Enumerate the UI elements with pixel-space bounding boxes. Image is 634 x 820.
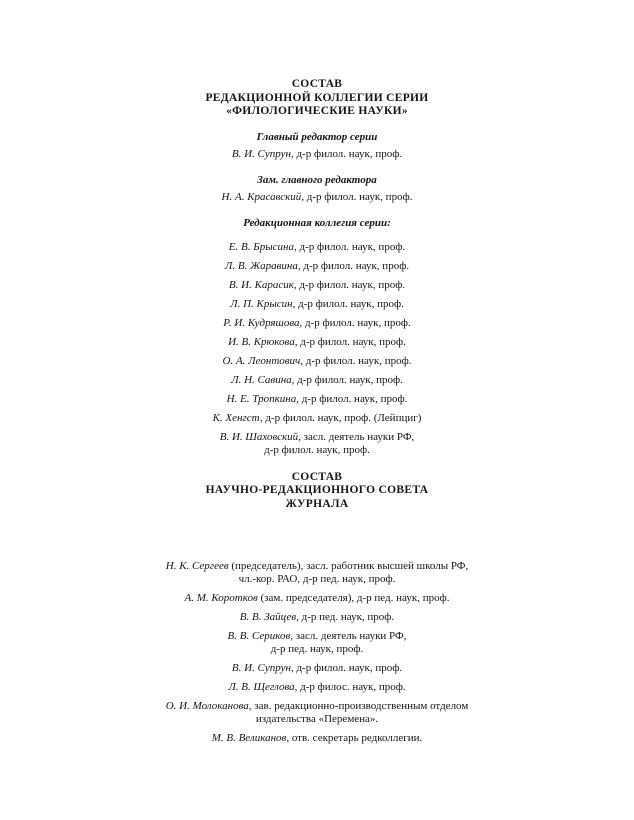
member-name: И. В. Крюкова, bbox=[228, 335, 298, 348]
board-member-row bbox=[0, 393, 634, 406]
member-desc: д-р филол. наук, проф. bbox=[306, 190, 413, 203]
member-desc: (зам. председателя), д-р пед. наук, проф. bbox=[260, 592, 450, 604]
council-member-row bbox=[0, 611, 634, 624]
member-desc: засл. деятель науки РФ, bbox=[303, 430, 415, 443]
member-desc-line2: издательства «Перемена». bbox=[255, 713, 379, 725]
member-desc: д-р филол. наук, проф. bbox=[303, 259, 410, 272]
member-name: В. И. Карасик, bbox=[228, 278, 297, 291]
title-line: СОСТАВ bbox=[291, 470, 343, 483]
board-member-row bbox=[0, 317, 634, 330]
member-name: Л. В. Жаравина, bbox=[224, 259, 301, 272]
member-name: О. А. Леонтович, bbox=[222, 354, 304, 367]
member-name: В. В. Зайцев, bbox=[239, 611, 299, 623]
member-desc: зав. редакционно-производственным отделом bbox=[254, 700, 469, 712]
member-name: О. И. Молоканова, bbox=[165, 700, 252, 712]
member-name: Л. П. Крысин, bbox=[230, 297, 296, 310]
member-desc: д-р филол. наук, проф. bbox=[301, 392, 408, 405]
board-member-row bbox=[0, 355, 634, 368]
chief-editor-heading: Главный редактор серии bbox=[256, 130, 378, 143]
deputy-editor-entry bbox=[0, 191, 634, 204]
editorial-board-heading: Редакционная коллегия серии: bbox=[243, 216, 391, 229]
board-member-row bbox=[0, 279, 634, 292]
council-member-row bbox=[0, 560, 634, 586]
member-name: В. И. Шаховский, bbox=[219, 430, 301, 443]
member-desc: д-р филос. наук, проф. bbox=[300, 681, 406, 693]
member-desc: д-р филол. наук, проф. (Лейпциг) bbox=[265, 411, 422, 424]
council-list bbox=[0, 560, 634, 745]
board-member-row bbox=[0, 260, 634, 273]
member-desc-line2: д-р пед. наук, проф. bbox=[270, 643, 364, 655]
member-desc: д-р филол. наук, проф. bbox=[296, 662, 403, 674]
title-line: РЕДАКЦИОННОЙ КОЛЛЕГИИ СЕРИИ bbox=[205, 91, 429, 104]
title-line: НАУЧНО-РЕДАКЦИОННОГО СОВЕТА bbox=[205, 484, 429, 496]
council-member-row bbox=[0, 681, 634, 694]
member-name: Л. Н. Савина, bbox=[231, 373, 295, 386]
member-name: М. В. Великанов, bbox=[211, 732, 290, 744]
member-name: В. И. Супрун, bbox=[231, 662, 294, 674]
member-desc: д-р пед. наук, проф. bbox=[301, 611, 395, 623]
member-desc: засл. деятель науки РФ, bbox=[295, 630, 407, 642]
member-desc: д-р филол. наук, проф. bbox=[299, 278, 406, 291]
member-desc-line2: чл.-кор. РАО, д-р пед. наук, проф. bbox=[238, 573, 396, 585]
board-member-row bbox=[0, 298, 634, 311]
member-name: Е. В. Брысина, bbox=[228, 240, 297, 253]
member-name: Р. И. Кудряшова, bbox=[223, 316, 303, 329]
member-name: Н. Е. Тропкина, bbox=[226, 392, 299, 405]
member-desc: д-р филол. наук, проф. bbox=[298, 297, 404, 310]
member-desc: д-р филол. наук, проф. bbox=[299, 240, 406, 253]
member-name: Н. А. Красавский, bbox=[221, 190, 305, 203]
deputy-editor-heading: Зам. главного редактора bbox=[257, 173, 377, 186]
board-member-row bbox=[0, 241, 634, 254]
council-member-row bbox=[0, 662, 634, 675]
member-desc: д-р филол. наук, проф. bbox=[305, 354, 412, 367]
board-member-row bbox=[0, 336, 634, 349]
member-name: А. М. Коротков bbox=[184, 592, 258, 604]
member-desc: д-р филол. наук, проф. bbox=[305, 316, 411, 329]
title-line: СОСТАВ bbox=[291, 78, 343, 90]
council-member-row bbox=[0, 732, 634, 745]
title-line: ЖУРНАЛА bbox=[285, 497, 349, 510]
member-desc: д-р филол. наук, проф. bbox=[296, 147, 403, 160]
council-member-row bbox=[0, 592, 634, 605]
member-name: К. Хенгст, bbox=[212, 411, 263, 424]
member-desc-line2: д-р филол. наук, проф. bbox=[264, 443, 370, 456]
chief-editor-entry bbox=[0, 148, 634, 161]
member-name: Л. В. Щеглова, bbox=[228, 681, 298, 693]
member-name: Н. К. Сергеев bbox=[165, 560, 229, 572]
member-name: В. В. Сериков, bbox=[227, 630, 294, 642]
member-name: В. И. Супрун, bbox=[231, 147, 294, 160]
council-member-row bbox=[0, 700, 634, 726]
member-desc: отв. секретарь редколлегии. bbox=[291, 732, 423, 744]
title-line: «ФИЛОЛОГИЧЕСКИЕ НАУКИ» bbox=[226, 105, 408, 117]
board-member-row bbox=[0, 374, 634, 387]
member-desc: (председатель), засл. работник высшей школы РФ, bbox=[231, 560, 469, 572]
series-board-title bbox=[0, 78, 634, 118]
member-desc: д-р филол. наук, проф. bbox=[297, 373, 403, 386]
council-member-row bbox=[0, 630, 634, 656]
council-title bbox=[0, 471, 634, 511]
editorial-board-list bbox=[0, 241, 634, 457]
board-member-row bbox=[0, 412, 634, 425]
member-desc: д-р филол. наук, проф. bbox=[300, 335, 406, 348]
board-member-row bbox=[0, 431, 634, 457]
